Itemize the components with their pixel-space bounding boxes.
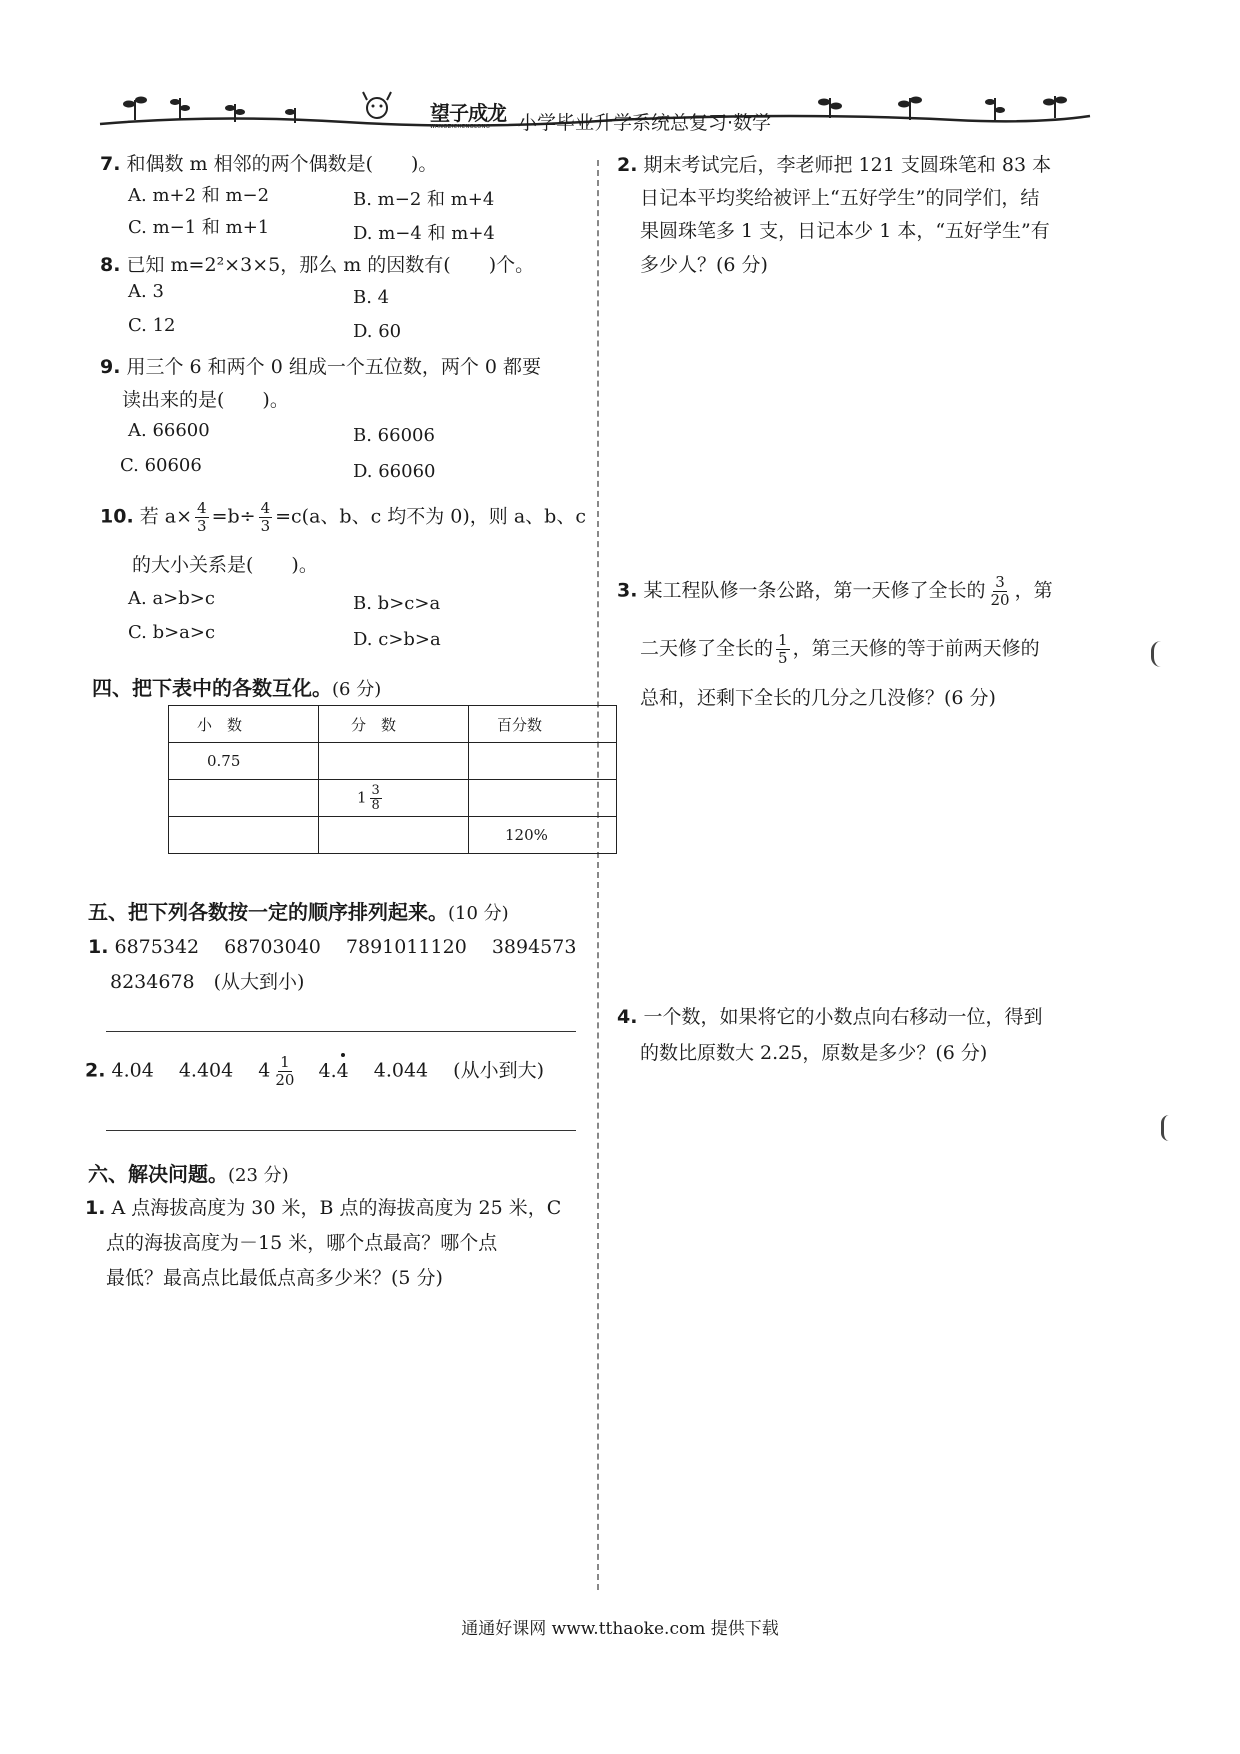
question-8-text: 已知 m=2²×3×5，那么 m 的因数有( )个。 xyxy=(126,254,535,276)
fraction: $\frac{4}{3}$ xyxy=(197,499,207,535)
section-6-question-1: 1. A 点海拔高度为 30 米，B 点的海拔高度为 25 米，C xyxy=(85,1197,562,1219)
binding-mark-icon xyxy=(1151,641,1174,667)
binding-mark-icon xyxy=(1161,1115,1176,1141)
q10-option-d: D. c>b>a xyxy=(353,629,441,650)
right-question-4: 4. 一个数，如果将它的小数点向右移动一位，得到 xyxy=(617,1006,1043,1028)
section-5-question-1: 1. 6875342 68703040 7891011120 3894573 xyxy=(88,936,577,958)
section-5-question-2: 2. 4.04 4.404 4 $\frac{1}{20}$ 4.4 4.044 (从小到大) xyxy=(85,1053,545,1089)
fraction: $\frac{3}{8}$ xyxy=(371,782,380,813)
fraction: $\frac{4}{3}$ xyxy=(260,499,271,535)
question-9-line1: 用三个 6 和两个 0 组成一个五位数，两个 0 都要 xyxy=(126,356,542,378)
question-7-text: 和偶数 m 相邻的两个偶数是( )。 xyxy=(126,153,438,175)
section-5-heading: 五、把下列各数按一定的顺序排列起来。(10 分) xyxy=(88,900,509,924)
right-question-2-line4: 多少人？(6 分) xyxy=(640,254,768,276)
header-percent: 百分数 xyxy=(469,706,617,743)
mascot-icon xyxy=(363,92,391,118)
question-7: 7. 和偶数 m 相邻的两个偶数是( )。 xyxy=(100,153,438,175)
q8-option-d: D. 60 xyxy=(353,321,402,342)
header-fraction: 分 数 xyxy=(319,706,469,743)
right-question-3-line3: 总和，还剩下全长的几分之几没修？(6 分) xyxy=(640,687,996,709)
q8-option-c: C. 12 xyxy=(128,315,176,336)
right-question-2: 2. 期末考试完后，李老师把 121 支圆珠笔和 83 本 xyxy=(617,154,1052,176)
right-question-3: 3. 某工程队修一条公路，第一天修了全长的 $\frac{3}{20}$ ，第 xyxy=(617,573,1053,609)
right-question-2-line2: 日记本平均奖给被评上“五好学生”的同学们，结 xyxy=(640,187,1040,209)
brand-subtitle: WANGZICHENGLONG xyxy=(430,124,491,130)
table-cell: 120% xyxy=(469,817,617,854)
q9-option-a: A. 66600 xyxy=(128,420,210,441)
footer-text: 通通好课网 www.tthaoke.com 提供下载 xyxy=(461,1619,779,1639)
brand-logo xyxy=(430,102,516,132)
fraction: $\frac{1}{5}$ xyxy=(778,631,788,667)
q7-option-a: A. m+2 和 m−2 xyxy=(128,185,270,206)
column-divider xyxy=(597,160,599,1590)
question-10: 10. 若 a× $\frac{4}{3}$ =b÷ $\frac{4}{3}$ =c(a、b、c 均不为 0)，则 a、b、c xyxy=(100,499,586,535)
brand-name: 望子成龙 xyxy=(430,101,506,125)
q9-option-b: B. 66006 xyxy=(353,425,435,446)
table-header-row xyxy=(169,706,617,743)
table-cell xyxy=(319,817,469,854)
repeating-decimal: 4.4 xyxy=(318,1059,349,1082)
right-question-4-line2: 的数比原数大 2.25，原数是多少？(6 分) xyxy=(640,1042,988,1064)
table-cell xyxy=(469,780,617,817)
table-row xyxy=(169,817,617,854)
table-row xyxy=(169,743,617,780)
question-8: 8. 已知 m=2²×3×5，那么 m 的因数有( )个。 xyxy=(100,254,535,276)
right-question-2-line3: 果圆珠笔多 1 支，日记本少 1 本，“五好学生”有 xyxy=(640,220,1050,242)
conversion-table xyxy=(168,705,617,854)
repeating-dot-icon xyxy=(341,1053,345,1057)
section-6-question-1-line2: 点的海拔高度为－15 米，哪个点最高？哪个点 xyxy=(106,1232,498,1254)
q9-option-d: D. 66060 xyxy=(353,461,436,482)
answer-line xyxy=(106,1130,576,1131)
table-cell: 1 $\frac{3}{8}$ xyxy=(319,780,469,817)
q9-option-c: C. 60606 xyxy=(120,455,202,476)
answer-line xyxy=(106,1031,576,1032)
q7-option-b: B. m−2 和 m+4 xyxy=(353,189,495,210)
q8-option-a: A. 3 xyxy=(128,281,164,302)
table-cell xyxy=(169,817,319,854)
table-row xyxy=(169,780,617,817)
q10-option-c: C. b>a>c xyxy=(128,622,216,643)
q10-option-b: B. b>c>a xyxy=(353,593,441,614)
header-decimal: 小 数 xyxy=(169,706,319,743)
table-cell: 0.75 xyxy=(169,743,319,780)
q7-option-c: C. m−1 和 m+1 xyxy=(128,217,270,238)
section-6-heading: 六、解决问题。(23 分) xyxy=(88,1162,289,1186)
table-cell xyxy=(319,743,469,780)
page-title: 小学毕业升学系统总复习·数学 xyxy=(518,112,772,134)
table-cell xyxy=(169,780,319,817)
section-6-question-1-line3: 最低？最高点比最低点高多少米？(5 分) xyxy=(106,1267,443,1289)
question-9: 9. 用三个 6 和两个 0 组成一个五位数，两个 0 都要 xyxy=(100,356,542,378)
q10-option-a: A. a>b>c xyxy=(128,588,215,609)
fraction: $\frac{3}{20}$ xyxy=(990,573,1010,609)
right-question-3-line2: 二天修了全长的 $\frac{1}{5}$ ，第三天修的等于前两天修的 xyxy=(640,631,1040,667)
section-5-question-1-line2: 8234678 (从大到小) xyxy=(110,971,305,993)
section-4-heading: 四、把下表中的各数互化。(6 分) xyxy=(92,676,382,700)
question-10-line2: 的大小关系是( )。 xyxy=(132,554,318,576)
table-cell xyxy=(469,743,617,780)
q8-option-b: B. 4 xyxy=(353,287,390,308)
fraction: $\frac{1}{20}$ xyxy=(275,1053,295,1089)
question-9-line2: 读出来的是( )。 xyxy=(122,389,289,411)
q7-option-d: D. m−4 和 m+4 xyxy=(353,223,495,244)
